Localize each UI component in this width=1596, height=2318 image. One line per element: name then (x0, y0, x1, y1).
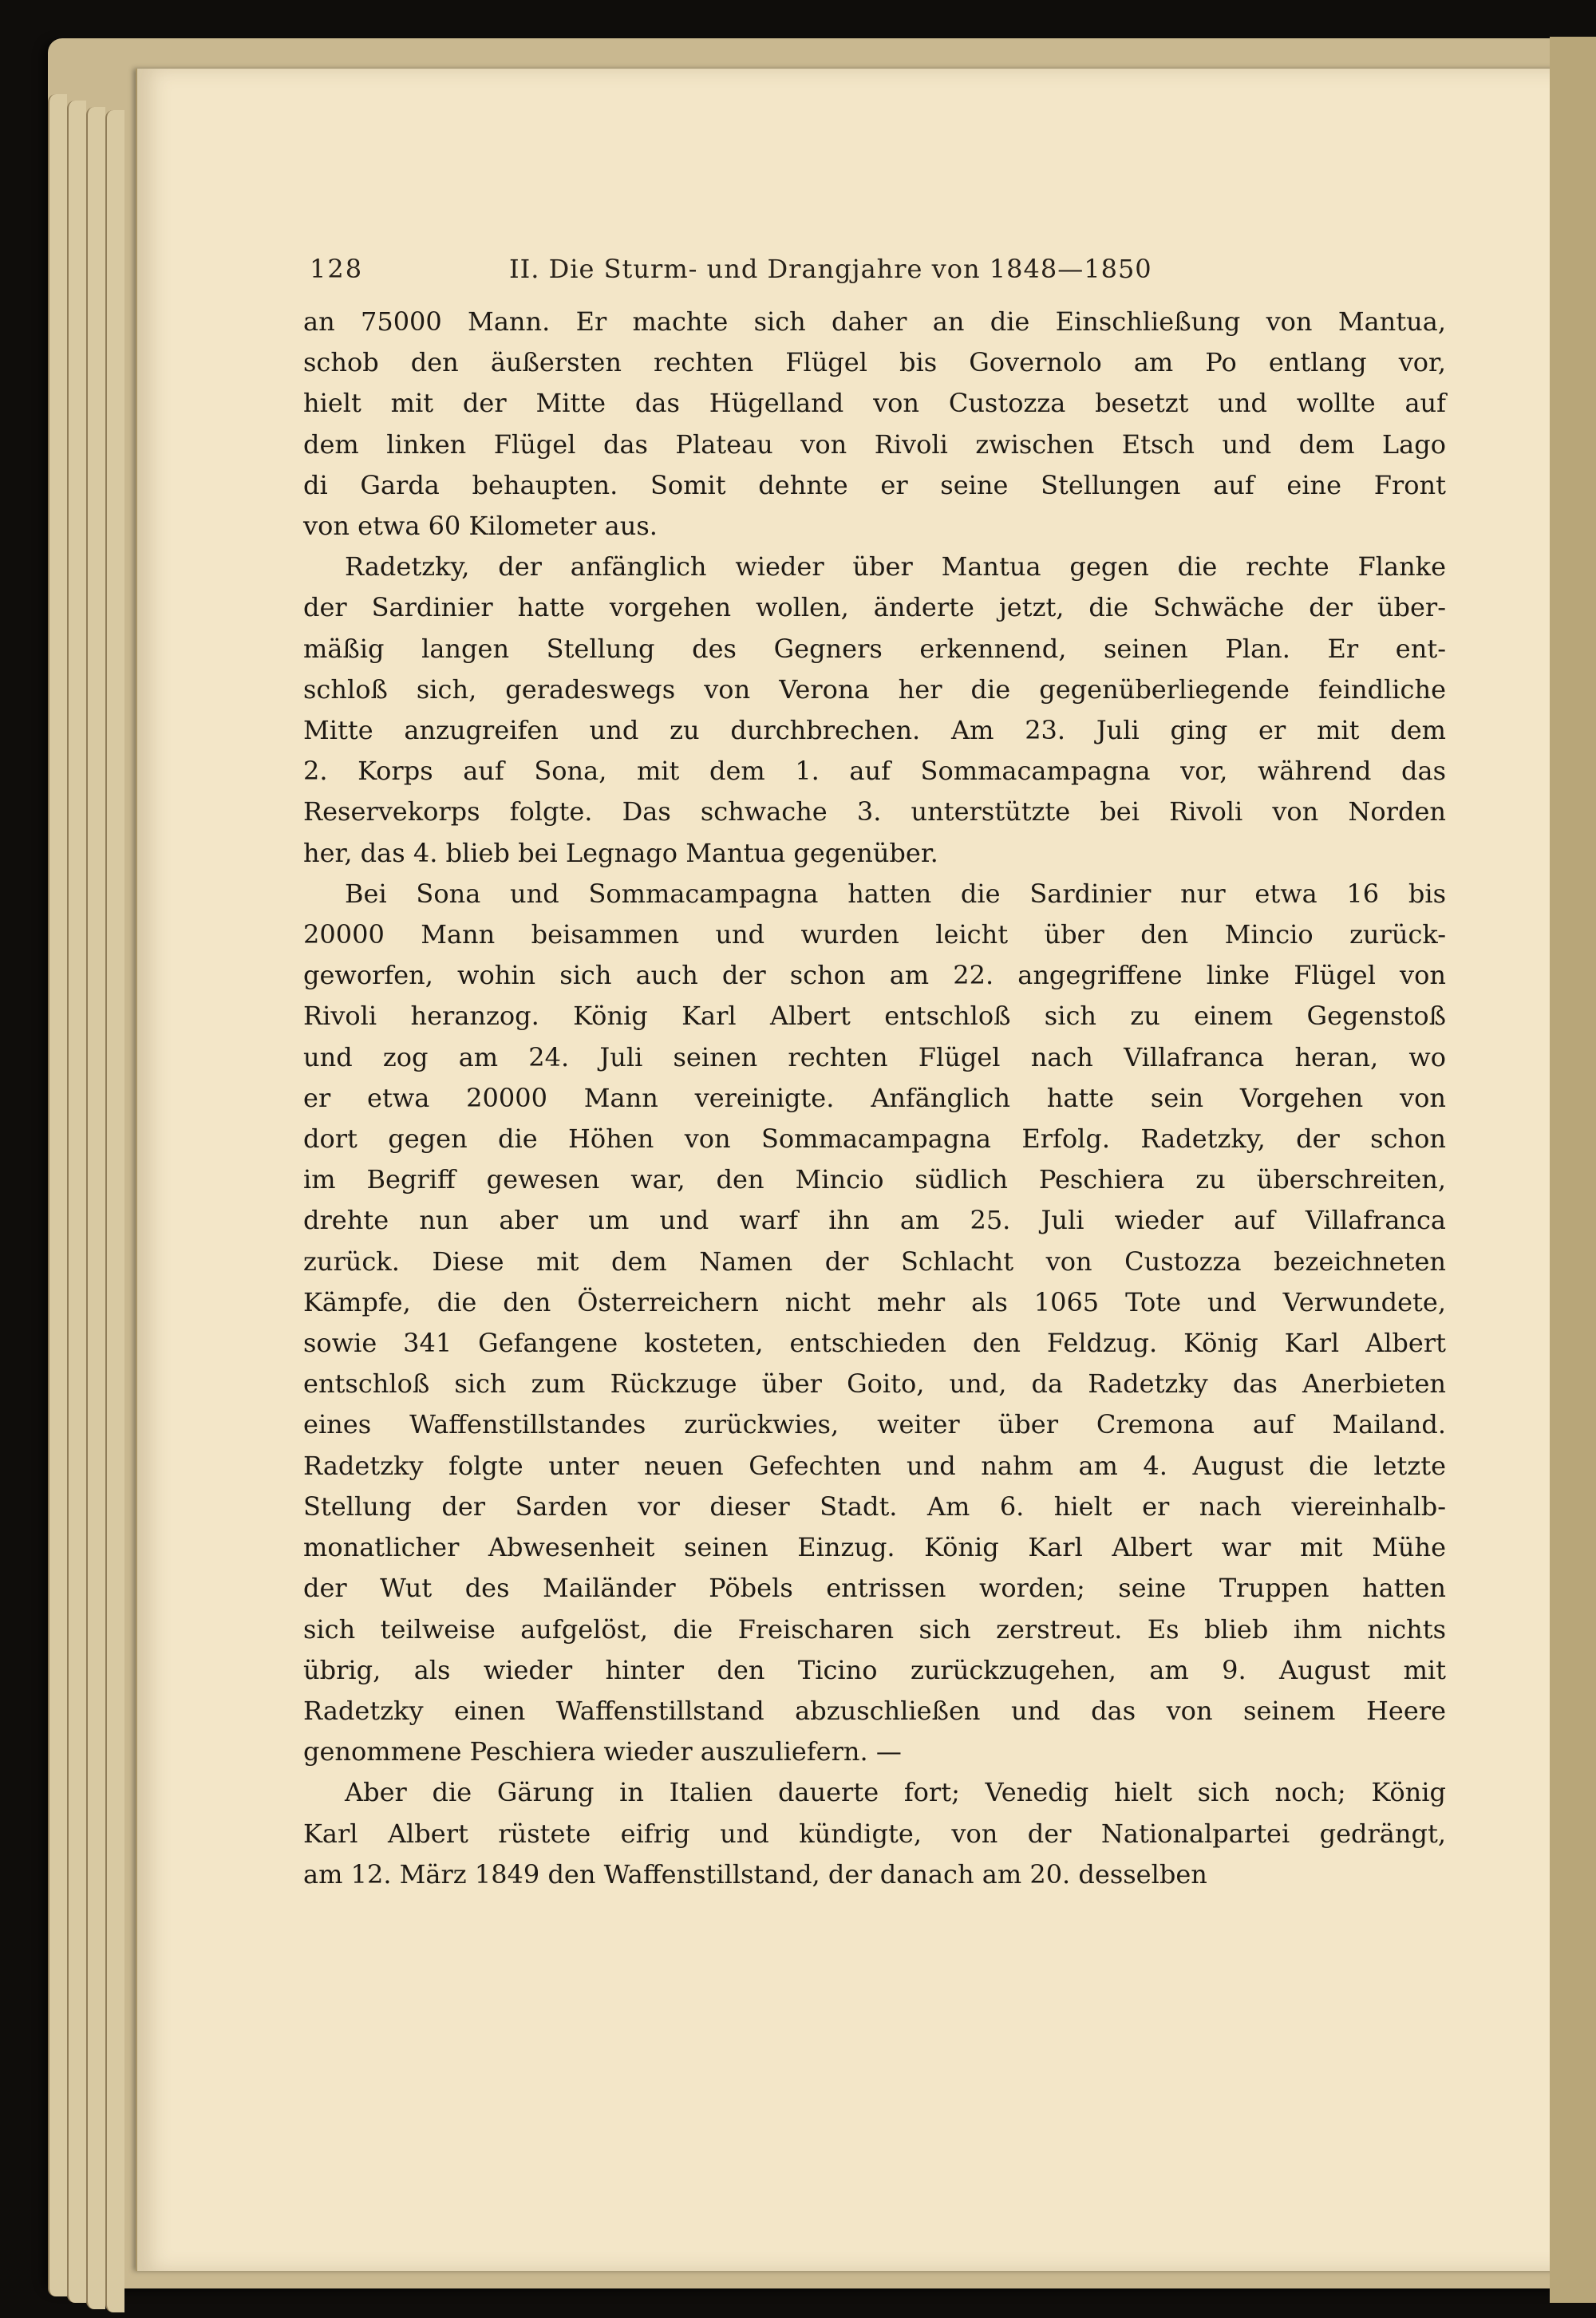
text-line: dort gegen die Höhen von Sommacampagna Erfolg. Radetzky, der schon (303, 1123, 1446, 1155)
text-line: 20000 Mann beisammen und wurden leicht über den Mincio zurück- (303, 919, 1446, 950)
paragraph (303, 874, 1446, 1772)
text-line: von etwa 60 Kilometer aus. (303, 511, 658, 542)
text-line: Aber die Gärung in Italien dauerte fort; Venedig hielt sich noch; König (345, 1777, 1446, 1808)
text-line: Radetzky einen Waffenstillstand abzuschließen und das von seinem Heere (303, 1695, 1446, 1726)
text-line: an 75000 Mann. Er machte sich daher an die Einschließung von Mantua, (303, 306, 1446, 337)
text-line: Stellung der Sarden vor dieser Stadt. Am 6. hielt er nach viereinhalb- (303, 1491, 1446, 1522)
text-line: Radetzky, der anfänglich wieder über Mantua gegen die rechte Flanke (345, 551, 1446, 582)
text-line: Bei Sona und Sommacampagna hatten die Sardinier nur etwa 16 bis (345, 878, 1446, 909)
page-edge (86, 107, 105, 2309)
text-line: er etwa 20000 Mann vereinigte. Anfänglich hatte sein Vorgehen von (303, 1082, 1446, 1113)
text-line: di Garda behaupten. Somit dehnte er seine Stellungen auf eine Front (303, 469, 1446, 500)
text-line: der Wut des Mailänder Pöbels entrissen worden; seine Truppen hatten (303, 1573, 1446, 1604)
text-line: monatlicher Abwesenheit seinen Einzug. König Karl Albert war mit Mühe (303, 1532, 1446, 1563)
text-line: eines Waffenstillstandes zurückwies, weiter über Cremona auf Mailand. (303, 1409, 1446, 1440)
text-line: 2. Korps auf Sona, mit dem 1. auf Sommacampagna vor, während das (303, 756, 1446, 787)
text-line: drehte nun aber um und warf ihn am 25. Juli wieder auf Villafranca (303, 1205, 1446, 1236)
text-line: schloß sich, geradeswegs von Verona her die gegenüberliegende feindliche (303, 673, 1446, 705)
text-line: Reservekorps folgte. Das schwache 3. unterstützte bei Rivoli von Norden (303, 796, 1446, 827)
page-number: 128 (310, 254, 364, 284)
text-line: sowie 341 Gefangene kosteten, entschieden den Feldzug. König Karl Albert (303, 1328, 1446, 1359)
page-edge (105, 110, 124, 2312)
text-line: Mitte anzugreifen und zu durchbrechen. Am 23. Juli ging er mit dem (303, 715, 1446, 746)
text-line: Kämpfe, die den Österreichern nicht mehr als 1065 Tote und Verwundete, (303, 1286, 1446, 1317)
text-line: Rivoli heranzog. König Karl Albert entschloß sich zu einem Gegenstoß (303, 1001, 1446, 1032)
page-header (310, 254, 1435, 286)
text-line: genommene Peschiera wieder auszuliefern. — (303, 1736, 902, 1767)
text-line: Karl Albert rüstete eifrig und kündigte, von der Nationalpartei gedrängt, (303, 1818, 1446, 1849)
text-line: dem linken Flügel das Plateau von Rivoli zwischen Etsch und dem Lago (303, 428, 1446, 460)
text-line: der Sardinier hatte vorgehen wollen, änderte jetzt, die Schwäche der über- (303, 592, 1446, 623)
text-line: zurück. Diese mit dem Namen der Schlacht von Custozza bezeichneten (303, 1246, 1446, 1277)
text-line: her, das 4. blieb bei Legnago Mantua gegenüber. (303, 837, 938, 868)
text-line: mäßig langen Stellung des Gegners erkennend, seinen Plan. Er ent- (303, 633, 1446, 664)
paragraph (303, 547, 1446, 874)
text-line: und zog am 24. Juli seinen rechten Flügel nach Villafranca heran, wo (303, 1041, 1446, 1072)
text-line: schob den äußersten rechten Flügel bis Governolo am Po entlang vor, (303, 347, 1446, 378)
text-line: sich teilweise aufgelöst, die Freischaren sich zerstreut. Es blieb ihm nichts (303, 1613, 1446, 1645)
text-line: geworfen, wohin sich auch der schon am 22. angegriffene linke Flügel von (303, 960, 1446, 991)
text-line: entschloß sich zum Rückzuge über Goito, und, da Radetzky das Anerbieten (303, 1368, 1446, 1400)
body-text (303, 302, 1446, 1895)
text-line: am 12. März 1849 den Waffenstillstand, der danach am 20. desselben (303, 1858, 1207, 1890)
running-head: II. Die Sturm- und Drangjahre von 1848—1850 (509, 254, 1152, 284)
page-edge (48, 94, 67, 2296)
paragraph (303, 302, 1446, 547)
text-line: im Begriff gewesen war, den Mincio südlich Peschiera zu überschreiten, (303, 1164, 1446, 1195)
text-line: hielt mit der Mitte das Hügelland von Custozza besetzt und wollte auf (303, 388, 1446, 419)
text-line: Radetzky folgte unter neuen Gefechten und nahm am 4. August die letzte (303, 1450, 1446, 1481)
page-edge (67, 101, 86, 2303)
text-line: übrig, als wieder hinter den Ticino zurückzugehen, am 9. August mit (303, 1654, 1446, 1685)
paragraph (303, 1772, 1446, 1895)
